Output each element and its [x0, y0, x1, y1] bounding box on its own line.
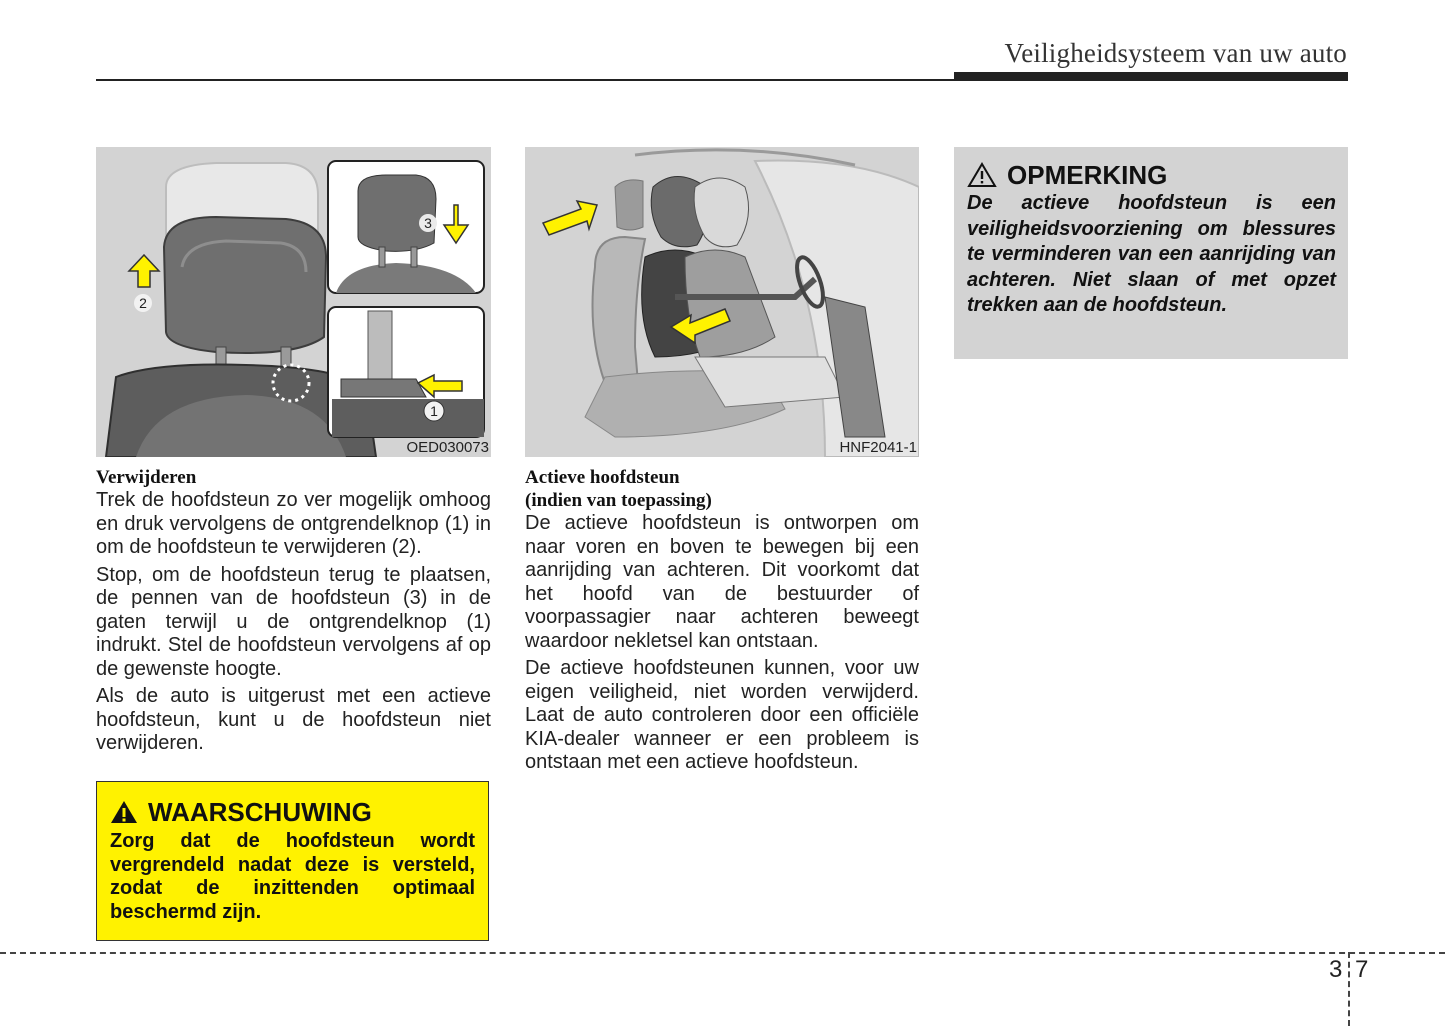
- warning-text: Zorg dat de hoofdsteun wordt vergrendeld nadat deze is versteld, zodat de inzittenden optimaal beschermd zijn.: [110, 830, 475, 923]
- paragraph: De actieve hoofdsteun is ontworpen om naar voren en boven te bewegen bij een aanrijding van achteren. Dit voorkomt dat het hoofd van de bestuurder of voorpassagier naar achteren beweegt waardoor nekletsel kan ontstaan.: [525, 512, 919, 652]
- header-tab-bar: [954, 72, 1348, 81]
- running-header: Veiligheidsysteem van uw auto: [1004, 38, 1347, 68]
- section-heading: Verwijderen: [96, 467, 197, 488]
- svg-text:1: 1: [430, 403, 438, 419]
- footer-rule: [0, 952, 1445, 954]
- page-number-divider: [1348, 952, 1350, 1026]
- note-text: De actieve hoofdsteun is een veiligheidsvoorziening om blessures te verminderen van een aanrijding van achteren. Niet slaan of met opzet trekken aan de hoofdsteun.: [967, 192, 1336, 316]
- note-box: [954, 147, 1348, 359]
- headrest-removal-drawing: [96, 147, 491, 457]
- active-headrest-drawing: [525, 147, 919, 457]
- section-subheading: (indien van toepassing): [525, 490, 712, 511]
- paragraph: De actieve hoofdsteunen kunnen, voor uw eigen veiligheid, niet worden verwijderd. Laat de auto controleren door een officiële KIA-dealer wanneer er een probleem is ontstaan met een actieve hoofdsteun.: [525, 657, 919, 773]
- warning-triangle-icon: [110, 799, 138, 825]
- active-headrest-illustration: [525, 147, 919, 457]
- figure-code: HNF2041-1: [839, 439, 917, 456]
- svg-text:3: 3: [424, 215, 432, 231]
- headrest-removal-illustration: [96, 147, 491, 457]
- caution-triangle-icon: [967, 162, 997, 188]
- warning-box: [96, 781, 489, 941]
- paragraph: Stop, om de hoofdsteun terug te plaatsen, de pennen van de hoofdsteun (3) in de gaten terwijl u de ontgrendelknop (1) indrukt. Stel de hoofdsteun vervolgens af op de gewenste hoogte.: [96, 563, 491, 680]
- paragraph: Trek de hoofdsteun zo ver mogelijk omhoog en druk vervolgens de ontgrendelknop (1) in om de hoofdsteun te verwijderen (2).: [96, 489, 491, 558]
- figure-code: OED030073: [406, 439, 489, 456]
- section-active-headrest: [525, 466, 919, 779]
- warning-title: WAARSCHUWING: [148, 797, 372, 827]
- section-remove: [96, 466, 491, 760]
- note-title: OPMERKING: [1007, 160, 1168, 190]
- section-heading: Actieve hoofdsteun: [525, 467, 680, 488]
- svg-text:2: 2: [139, 295, 147, 311]
- chapter-number: 3: [1329, 956, 1343, 983]
- page-number: 7: [1355, 956, 1369, 983]
- paragraph: Als de auto is uitgerust met een actieve hoofdsteun, kunt u de hoofdsteun niet verwijderen.: [96, 685, 491, 754]
